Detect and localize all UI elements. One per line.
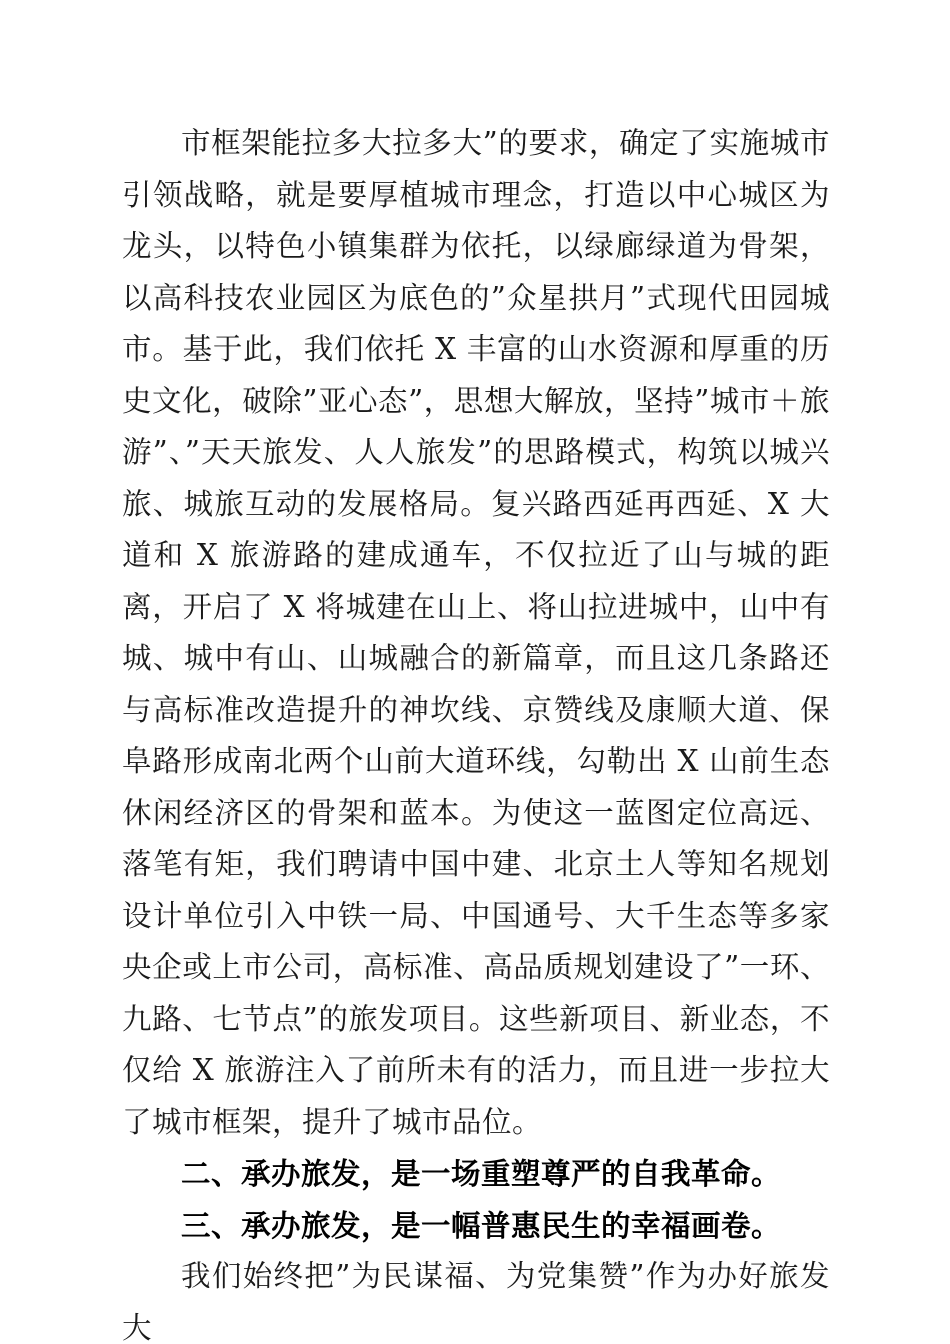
section-heading-three: 三、承办旅发，是一幅普惠民生的幸福画卷。: [181, 1207, 782, 1243]
section-heading-two: 二、承办旅发，是一场重塑尊严的自我革命。: [181, 1156, 782, 1191]
paragraph-continuation: 市框架能拉多大拉多大”的要求，确定了实施城市引领战略，就是要厚植城市理念，打造以中心城区为龙头，以特色小镇集群为依托，以绿廊绿道为骨架，以高科技农业园区为底色的”众星拱月”式现代田园城市。基于此，我们依托 X 丰富的山水资源和厚重的历史文化，破除”亚心态”，思想大解放，坚持”城市＋旅游”、”天天旅发、人人旅发”的思路模式，构筑以城兴旅、城旅互动的发展格局。复兴路西延再西延、X 大道和 X 旅游路的建成通车，不仅拉近了山与城的距离，开启了 X 将城建在山上、将山拉进城中，山中有城、城中有山、山城融合的新篇章，而且这几条路还与高标准改造提升的神坎线、京赞线及康顺大道、保阜路形成南北两个山前大道环线，勾勒出 X 山前生态休闲经济区的骨架和蓝本。为使这一蓝图定位高远、落笔有矩，我们聘请中国中建、北京土人等知名规划设计单位引入中铁一局、中国通号、大千生态等多家央企或上市公司，高标准、高品质规划建设了”一环、九路、七节点”的旅发项目。这些新项目、新业态，不仅给 X 旅游注入了前所未有的活力，而且进一步拉大了城市框架，提升了城市品位。: [122, 126, 830, 1139]
paragraph-final: 我们始终把”为民谋福、为党集赞”作为办好旅发大: [122, 1259, 830, 1344]
document-body: [122, 118, 830, 1344]
